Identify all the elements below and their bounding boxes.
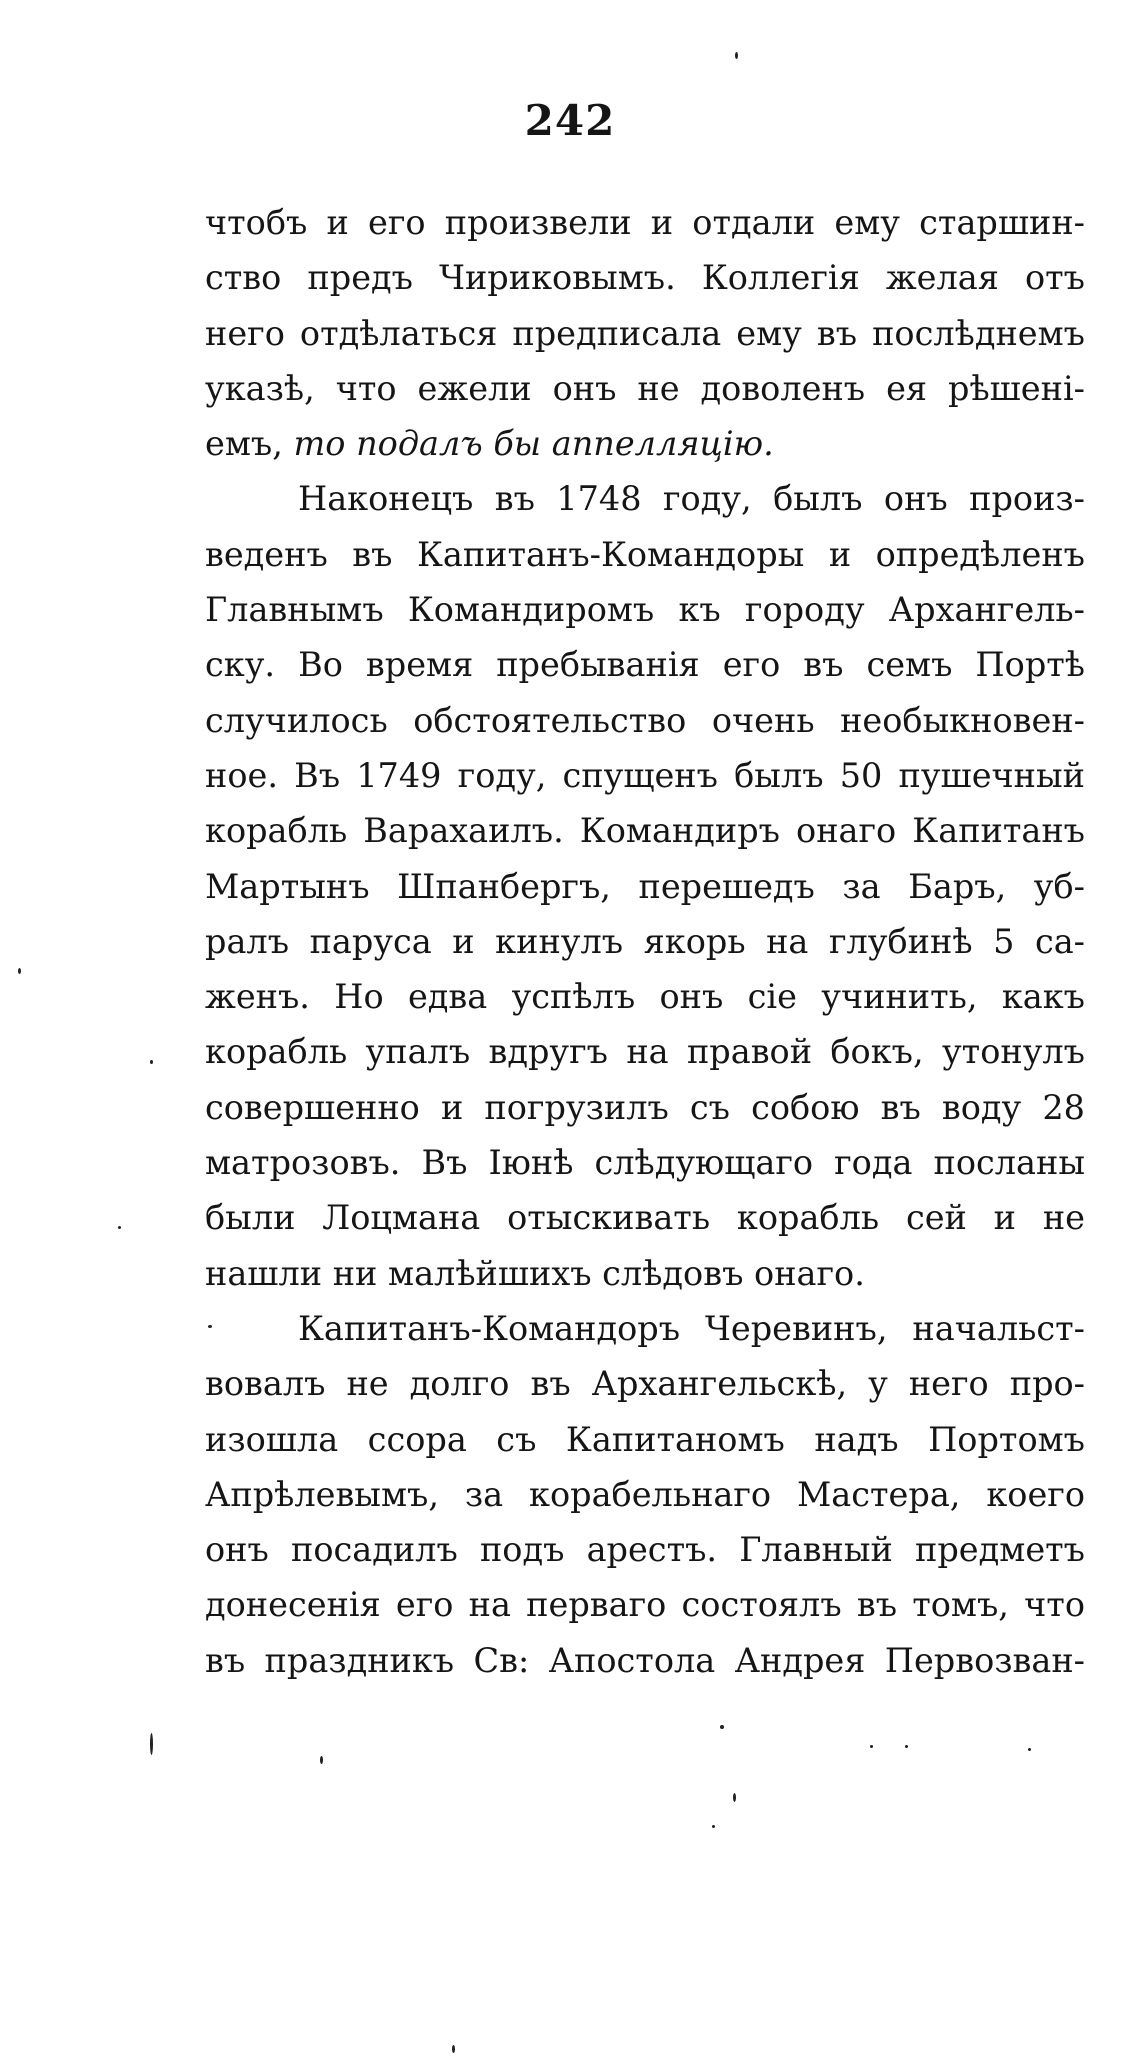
scan-speck xyxy=(720,1725,724,1729)
text-line: Капитанъ-Командоръ Черевинъ, начальст- xyxy=(298,1308,1085,1348)
text-line: женъ. Но едва успѣлъ онъ сіе учинить, какъ xyxy=(205,977,1085,1017)
body-text xyxy=(205,195,1085,1688)
text-line: Наконецъ въ 1748 году, былъ онъ произ- xyxy=(298,479,1085,519)
text-line: Мартынъ Шпанбергъ, перешедъ за Баръ, уб- xyxy=(205,866,1085,906)
scan-speck xyxy=(452,2045,455,2053)
text-line: него отдѣлаться предписала ему въ послѣднемъ xyxy=(205,313,1085,353)
scan-speck xyxy=(208,1325,212,1328)
scan-speck xyxy=(150,1060,153,1064)
text-line: ралъ паруса и кинулъ якорь на глубинѣ 5 са- xyxy=(205,921,1085,961)
text-line: ство предъ Чириковымъ. Коллегія желая отъ xyxy=(205,258,1085,298)
text-line: Главнымъ Командиромъ къ городу Архангель- xyxy=(205,590,1085,630)
text-line: матрозовъ. Въ Іюнѣ слѣдующаго года посланы xyxy=(205,1143,1085,1183)
scan-speck xyxy=(118,1226,121,1229)
text-line: чтобъ и его произвели и отдали ему старшин- xyxy=(205,203,1085,242)
text-line: въ праздникъ Св: Апостола Андрея Первозван- xyxy=(205,1640,1085,1680)
scan-speck xyxy=(320,1756,323,1764)
text-run: емъ, xyxy=(205,424,294,464)
text-line: корабль Варахаилъ. Командиръ онаго Капитанъ xyxy=(205,811,1085,851)
text-line: корабль упалъ вдругъ на правой бокъ, утонулъ xyxy=(205,1032,1085,1072)
text-line: изошла ссора съ Капитаномъ надъ Портомъ xyxy=(205,1419,1085,1459)
text-line: случилось обстоятельство очень необыкновен- xyxy=(205,700,1085,740)
text-line: указѣ, что ежели онъ не доволенъ ея рѣшені- xyxy=(205,368,1085,408)
text-line: Апрѣлевымъ, за корабельнаго Мастера, коего xyxy=(205,1474,1085,1514)
text-line: совершенно и погрузилъ съ собою въ воду 28 xyxy=(205,1087,1085,1127)
text-line: ску. Во время пребыванія его въ семъ Портѣ xyxy=(205,645,1085,685)
scan-speck xyxy=(735,52,738,59)
text-line xyxy=(205,416,1085,471)
scan-speck xyxy=(1028,1748,1031,1751)
text-line: онъ посадилъ подъ арестъ. Главный предметъ xyxy=(205,1530,1085,1570)
text-line: донесенія его на перваго состоялъ въ томъ, что xyxy=(205,1585,1085,1625)
scan-speck xyxy=(733,1793,736,1802)
text-line: были Лоцмана отыскивать корабль сей и не xyxy=(205,1198,1085,1238)
text-line: веденъ въ Капитанъ-Командоры и опредѣленъ xyxy=(205,534,1085,574)
italic-text-run: то подалъ бы аппелляцію. xyxy=(293,424,774,464)
scan-speck xyxy=(712,1825,715,1828)
text-line: вовалъ не долго въ Архангельскѣ, у него про- xyxy=(205,1364,1085,1404)
text-line: ное. Въ 1749 году, спущенъ былъ 50 пушечный xyxy=(205,755,1085,795)
scan-speck xyxy=(905,1745,908,1748)
scan-speck xyxy=(18,968,21,974)
scan-speck xyxy=(870,1745,873,1748)
text-line: нашли ни малѣйшихъ слѣдовъ онаго. xyxy=(205,1253,865,1293)
scan-speck xyxy=(150,1733,153,1755)
page-number: 242 xyxy=(524,96,616,145)
